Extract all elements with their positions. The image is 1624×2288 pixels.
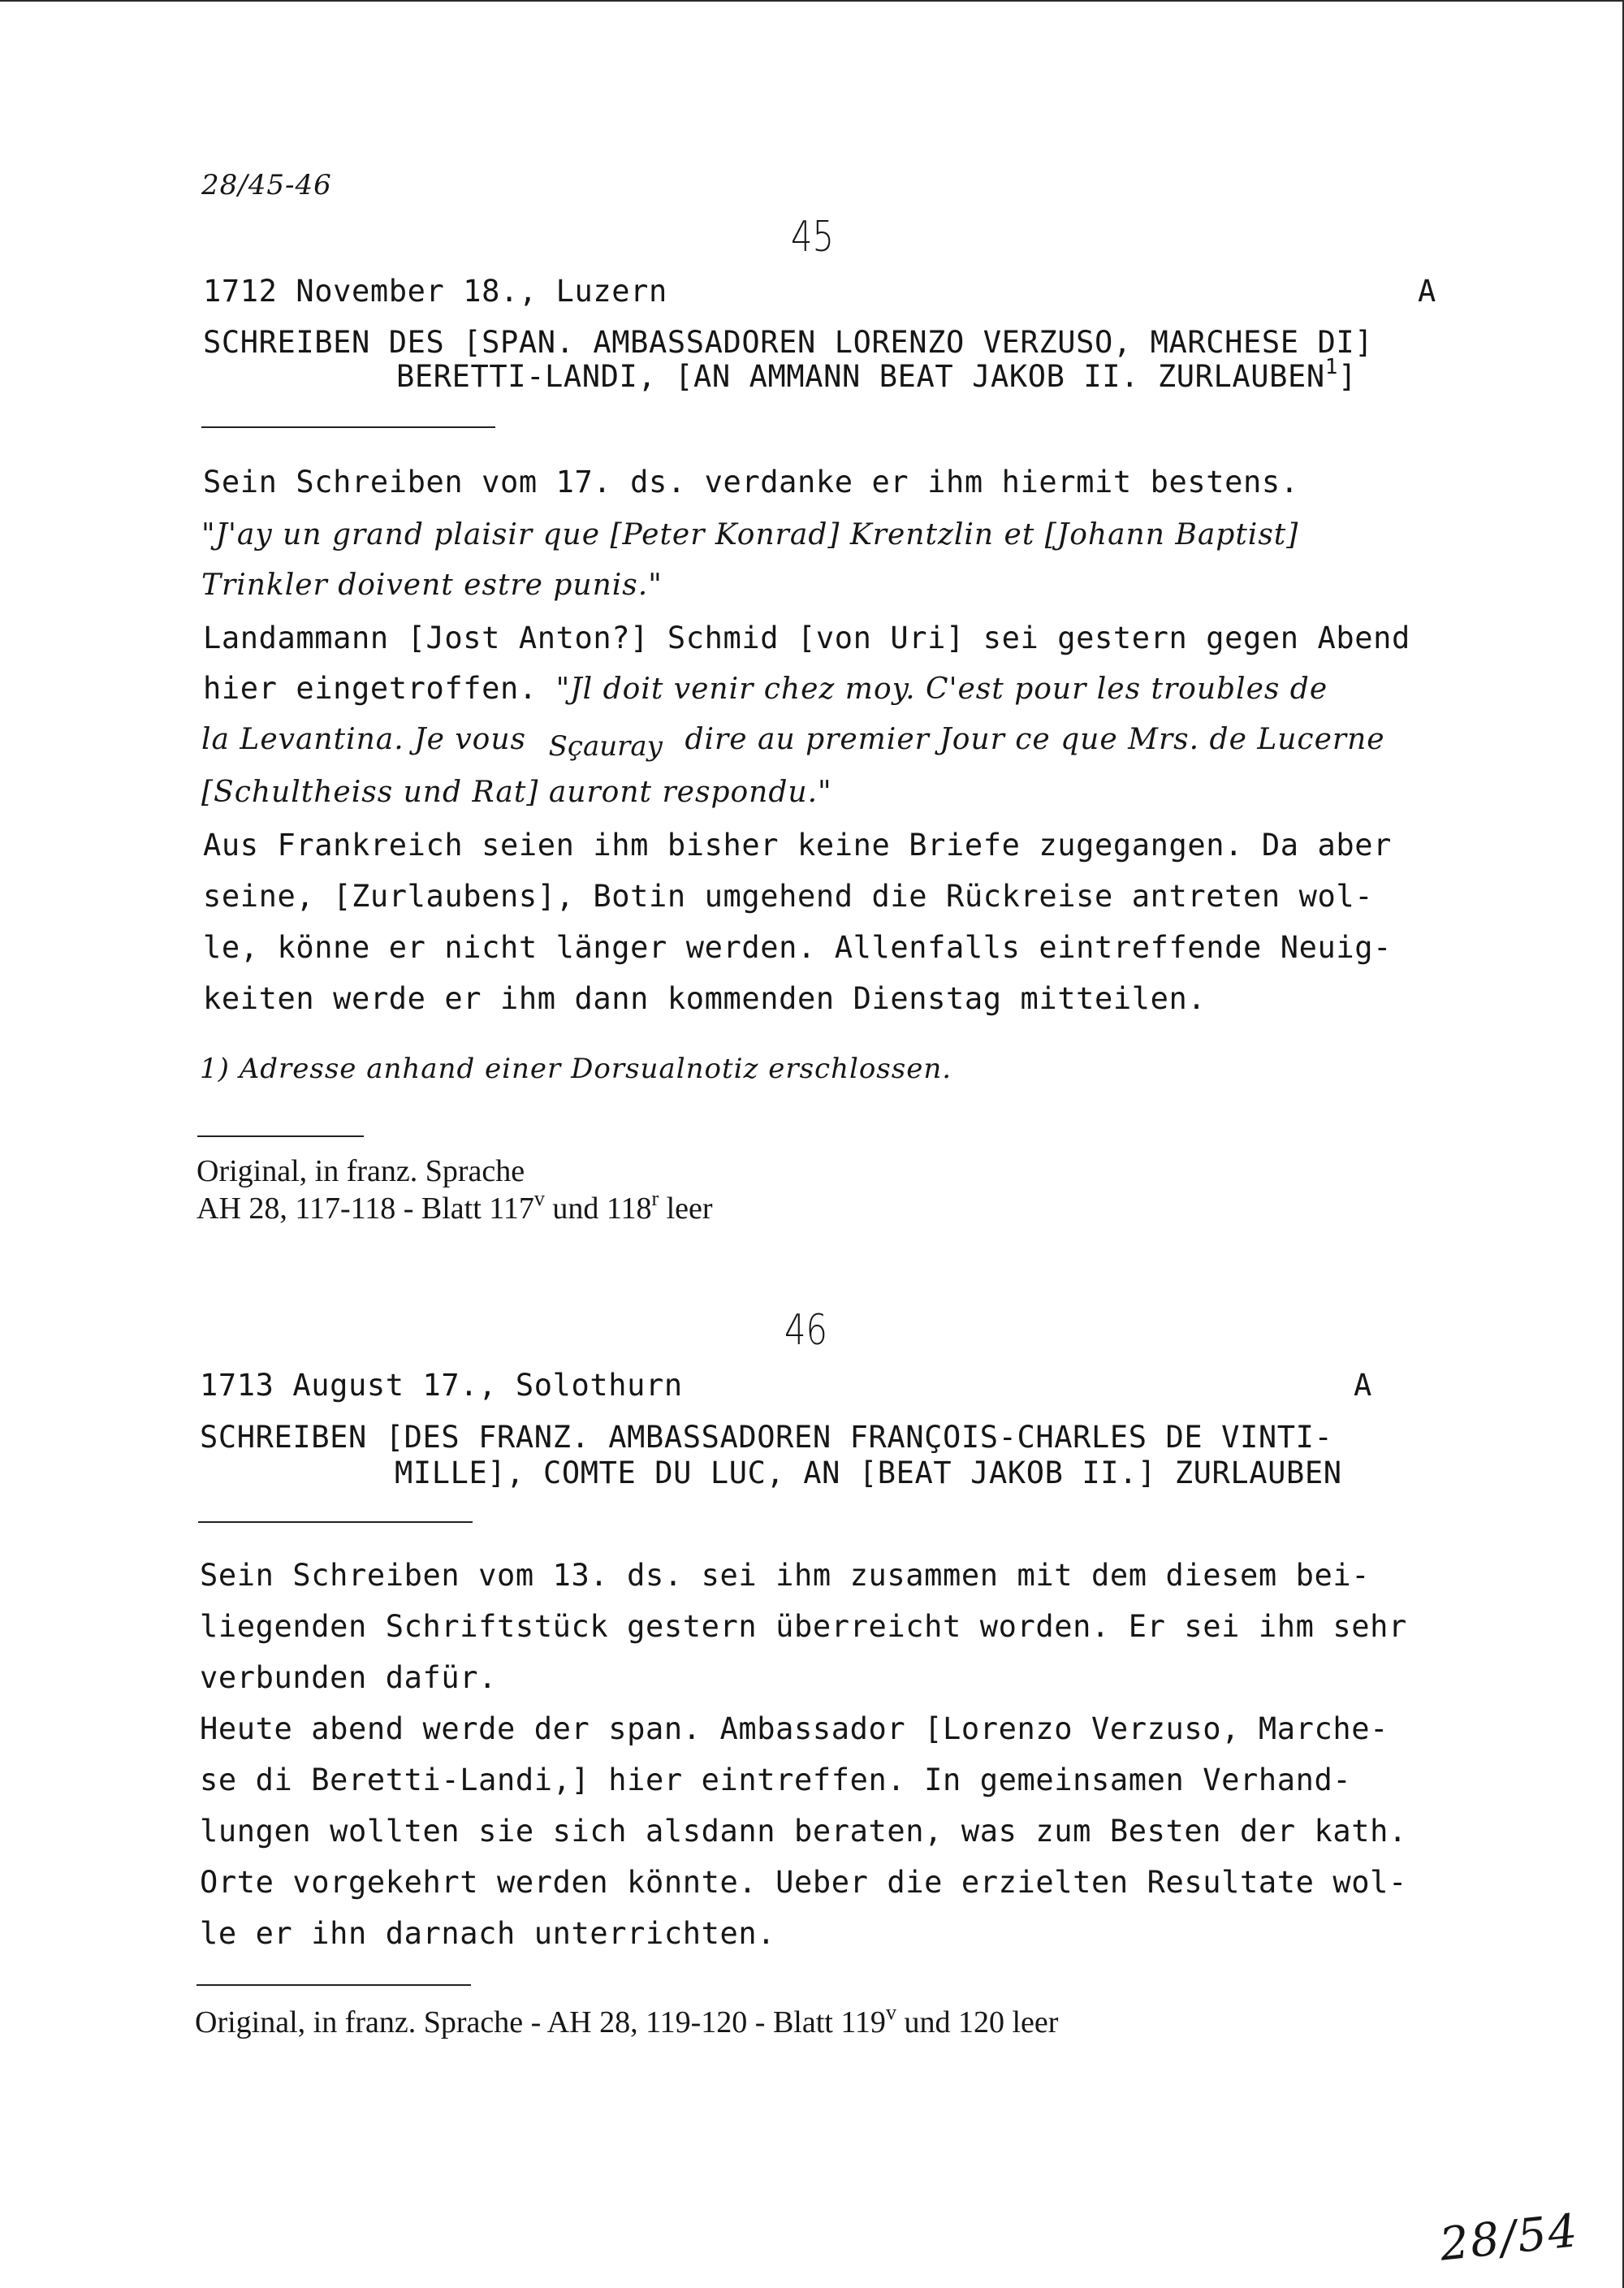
document-46-title-line-2: MILLE], COMTE DU LUC, AN [BEAT JAKOB II.] ZURLAUBEN: [395, 1455, 1342, 1490]
document-46-mark: A: [1354, 1368, 1372, 1403]
document-46-body-line-3: verbunden dafür.: [200, 1660, 498, 1695]
document-45-date-place: 1712 November 18., Luzern: [203, 274, 667, 309]
document-46-source-divider: [197, 1984, 471, 1986]
document-46-body-line-7: Orte vorgekehrt werden könnte. Ueber die erzielten Resultate wol-: [200, 1865, 1407, 1900]
document-45-title-line-2: BERETTI-LANDI, [AN AMMANN BEAT JAKOB II. ZURLAUBEN$^1$]: [396, 355, 1357, 394]
document-46-body-line-1: Sein Schreiben vom 13. ds. sei ihm zusammen mit dem diesem bei-: [200, 1558, 1371, 1593]
document-46-body-line-2: liegenden Schriftstück gestern überreicht worden. Er sei ihm sehr: [200, 1609, 1407, 1644]
document-45-quote-1-line-2: Trinkler doivent estre punis.": [201, 569, 663, 602]
document-45-body-3-line-3: le, könne er nicht länger werden. Allenfalls eintreffende Neuig-: [203, 930, 1393, 965]
handwritten-page-number: 28/54: [1437, 2204, 1582, 2272]
document-45-number: 45: [791, 213, 834, 262]
document-45-quote-2-line-2: la Levantina. Je vous Sçauray dire au premier Jour ce que Mrs. de Lucerne: [201, 723, 1385, 763]
document-46-title-line-1: SCHREIBEN [DES FRANZ. AMBASSADOREN FRANÇOIS-CHARLES DE VINTI-: [200, 1420, 1333, 1455]
document-45-footnote: 1) Adresse anhand einer Dorsualnotiz erschlossen.: [200, 1053, 952, 1085]
document-46-date-place: 1713 August 17., Solothurn: [200, 1368, 683, 1403]
document-46-body-line-5: se di Beretti-Landi,] hier eintreffen. In gemeinsamen Verhand-: [200, 1762, 1352, 1797]
document-45-quote-2-line-3: [Schultheiss und Rat] auront respondu.": [201, 776, 832, 809]
handwritten-insertion: Sçauray: [548, 730, 663, 763]
document-45-quote-1-line-1: "J'ay un grand plaisir que [Peter Konrad] Krentzlin et [Johann Baptist]: [201, 518, 1299, 551]
document-45-body-2-line-2: hier eingetroffen. "Jl doit venir chez moy. C'est pour les troubles de: [203, 671, 1328, 706]
document-45-source-line-1: Original, in franz. Sprache: [197, 1154, 525, 1188]
document-46-divider: [198, 1521, 473, 1523]
page-border-top: [0, 0, 1624, 2]
footnote-marker: 1: [1324, 355, 1339, 379]
document-46-body-line-4: Heute abend werde der span. Ambassador [Lorenzo Verzuso, Marche-: [200, 1711, 1389, 1746]
document-46-body-line-8: le er ihn darnach unterrichten.: [200, 1916, 776, 1951]
document-45-source-line-2: AH 28, 117-118 - Blatt 117$^v$ und 118$^r$ leer: [197, 1187, 713, 1226]
document-46-number: 46: [784, 1306, 827, 1355]
document-45-body-3-line-1: Aus Frankreich seien ihm bisher keine Briefe zugegangen. Da aber: [203, 828, 1393, 863]
document-reference: 28/45-46: [201, 169, 332, 201]
document-45-mark: A: [1418, 274, 1436, 309]
document-45-source-divider: [197, 1135, 364, 1137]
document-45-title-line-1: SCHREIBEN DES [SPAN. AMBASSADOREN LORENZO VERZUSO, MARCHESE DI]: [203, 325, 1374, 360]
document-45-divider: [201, 426, 495, 428]
document-45-body-line-1: Sein Schreiben vom 17. ds. verdanke er ihm hiermit bestens.: [203, 465, 1299, 500]
document-45-body-2-line-1: Landammann [Jost Anton?] Schmid [von Uri] sei gestern gegen Abend: [203, 621, 1410, 655]
document-46-source: Original, in franz. Sprache - AH 28, 119-120 - Blatt 119$^v$ und 120 leer: [195, 2000, 1059, 2039]
document-45-body-3-line-2: seine, [Zurlaubens], Botin umgehend die Rückreise antreten wol-: [203, 879, 1374, 914]
document-46-body-line-6: lungen wollten sie sich alsdann beraten, was zum Besten der kath.: [200, 1814, 1407, 1849]
document-45-body-3-line-4: keiten werde er ihm dann kommenden Dienstag mitteilen.: [203, 981, 1207, 1016]
